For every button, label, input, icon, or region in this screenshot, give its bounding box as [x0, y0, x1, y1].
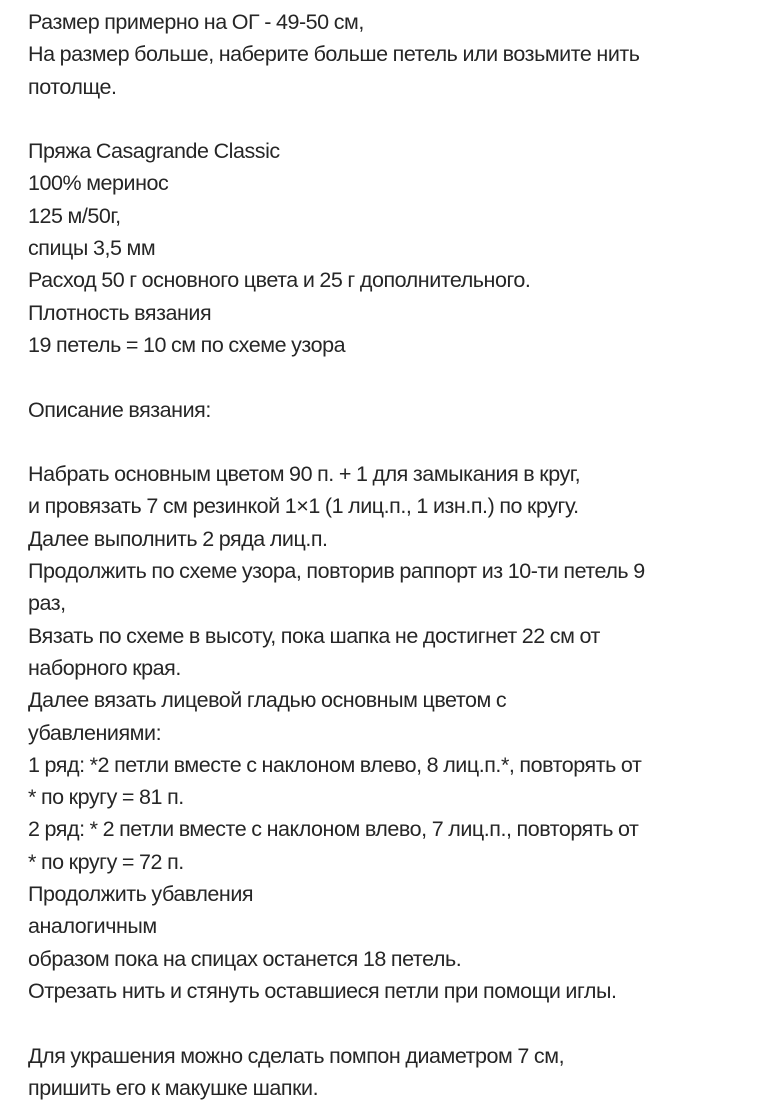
- text-line: Продолжить по схеме узора, повторив раппорт из 10-ти петель 9: [28, 555, 755, 587]
- text-line: Для украшения можно сделать помпон диаметром 7 см,: [28, 1040, 755, 1072]
- text-line: наборного края.: [28, 652, 755, 684]
- text-line: спицы 3,5 мм: [28, 232, 755, 264]
- description-heading-section: [28, 394, 755, 426]
- blank-line: [28, 361, 755, 393]
- text-line: убавлениями:: [28, 717, 755, 749]
- text-line: 19 петель = 10 см по схеме узора: [28, 329, 755, 361]
- text-line: Размер примерно на ОГ - 49-50 см,: [28, 6, 755, 38]
- instructions-section: [28, 458, 755, 1007]
- text-line: аналогичным: [28, 910, 755, 942]
- text-line: пришить его к макушке шапки.: [28, 1072, 755, 1104]
- text-line: Продолжить убавления: [28, 878, 755, 910]
- yarn-section: [28, 135, 755, 361]
- text-line: раз,: [28, 587, 755, 619]
- text-line: 100% меринос: [28, 167, 755, 199]
- text-line: Пряжа Casagrande Classic: [28, 135, 755, 167]
- text-line: На размер больше, наберите больше петель или возьмите нить: [28, 38, 755, 70]
- text-line: 125 м/50г,: [28, 200, 755, 232]
- decoration-section: [28, 1040, 755, 1104]
- text-line: потолще.: [28, 71, 755, 103]
- blank-line: [28, 1007, 755, 1039]
- text-line: 2 ряд: * 2 петли вместе с наклоном влево, 7 лиц.п., повторять от: [28, 813, 755, 845]
- text-line: Далее выполнить 2 ряда лиц.п.: [28, 523, 755, 555]
- text-line: Далее вязать лицевой гладью основным цветом с: [28, 684, 755, 716]
- text-line: и провязать 7 см резинкой 1×1 (1 лиц.п., 1 изн.п.) по кругу.: [28, 490, 755, 522]
- text-line: * по кругу = 72 п.: [28, 846, 755, 878]
- text-line: образом пока на спицах останется 18 петель.: [28, 943, 755, 975]
- text-line: 1 ряд: *2 петли вместе с наклоном влево, 8 лиц.п.*, повторять от: [28, 749, 755, 781]
- blank-line: [28, 103, 755, 135]
- text-line: * по кругу = 81 п.: [28, 781, 755, 813]
- text-line: Набрать основным цветом 90 п. + 1 для замыкания в круг,: [28, 458, 755, 490]
- text-line: Плотность вязания: [28, 297, 755, 329]
- section-heading: Описание вязания:: [28, 394, 755, 426]
- blank-line: [28, 426, 755, 458]
- text-line: Расход 50 г основного цвета и 25 г дополнительного.: [28, 264, 755, 296]
- size-section: [28, 6, 755, 103]
- text-line: Отрезать нить и стянуть оставшиеся петли при помощи иглы.: [28, 975, 755, 1007]
- text-line: Вязать по схеме в высоту, пока шапка не достигнет 22 см от: [28, 620, 755, 652]
